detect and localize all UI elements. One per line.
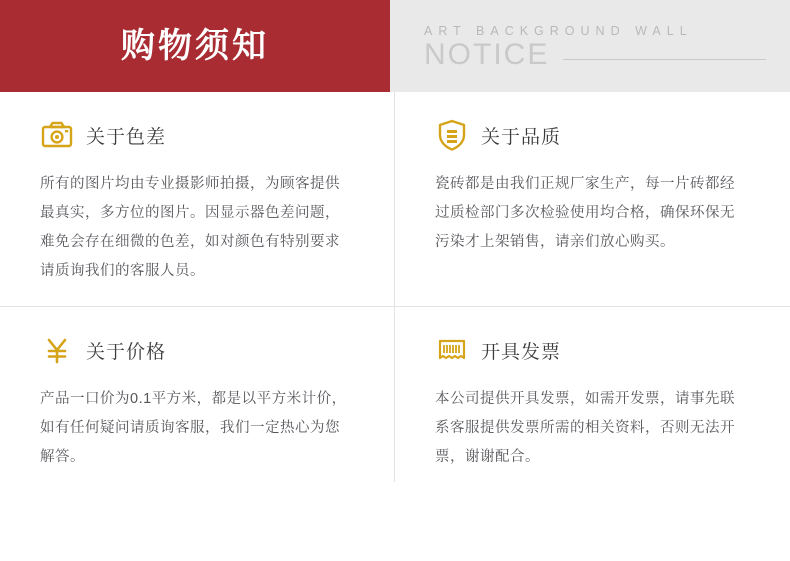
notice-item-body: 产品一口价为0.1平方米，都是以平方米计价，如有任何疑问请质询客服，我们一定热心为您解答。	[40, 391, 347, 465]
notice-grid	[0, 92, 790, 538]
invoice-icon	[435, 333, 469, 367]
shield-quality-icon	[435, 118, 469, 152]
notice-item-title: 开具发票	[481, 341, 562, 363]
notice-item-header	[435, 333, 750, 367]
notice-item-header	[40, 118, 354, 152]
bottom-spacer	[0, 482, 790, 538]
header-notice-row	[424, 40, 790, 70]
notice-item-header	[40, 333, 354, 367]
notice-item-title: 关于品质	[481, 126, 562, 148]
notice-item-body: 所有的图片均由专业摄影师拍摄，为顾客提供最真实，多方位的图片。因显示器色差问题，难免会存在细微的色差，如对颜色有特别要求请质询我们的客服人员。	[40, 176, 340, 279]
header-english-title: NOTICE	[424, 38, 550, 71]
header-divider-line	[563, 59, 766, 60]
notice-item-title: 关于色差	[86, 126, 167, 148]
notice-item-body: 瓷砖都是由我们正规厂家生产，每一片砖都经过质检部门多次检验使用均合格，确保环保无污染才上架销售，请亲们放心购买。	[435, 176, 735, 250]
page-header	[0, 0, 790, 92]
yen-price-icon	[40, 333, 74, 367]
notice-item-price	[0, 307, 395, 482]
header-red-block	[0, 0, 390, 92]
notice-item-body: 本公司提供开具发票，如需开发票，请事先联系客服提供发票所需的相关资料，否则无法开票，谢谢配合。	[435, 391, 735, 465]
notice-item-invoice	[395, 307, 790, 482]
notice-row-2	[0, 307, 790, 482]
notice-row-1	[0, 92, 790, 307]
notice-item-quality	[395, 92, 790, 307]
notice-item-color-difference	[0, 92, 395, 307]
notice-item-header	[435, 118, 750, 152]
header-english-subtitle: ART BACKGROUND WALL	[424, 24, 693, 38]
header-grey-block	[390, 0, 790, 92]
camera-icon	[40, 118, 74, 152]
page-title: 购物须知	[121, 27, 269, 65]
notice-item-title: 关于价格	[86, 341, 167, 363]
